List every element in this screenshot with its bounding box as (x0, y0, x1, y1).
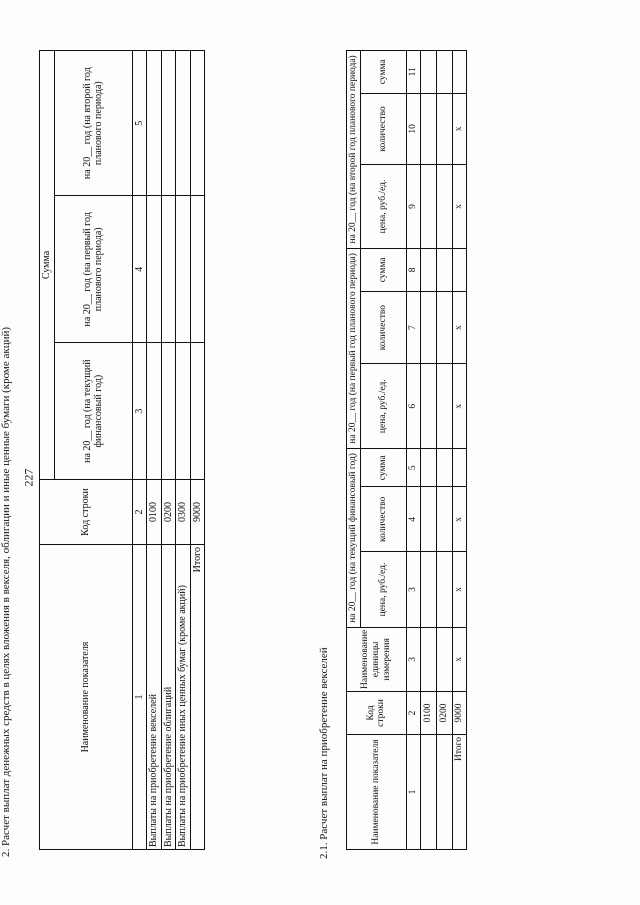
header-price: цена, руб./ед. (360, 552, 406, 628)
col-number: 3 (406, 552, 420, 628)
header-year-1: на 20__ год (на текущий финансовый год) (347, 448, 361, 627)
col-number: 1 (132, 545, 147, 850)
row-code: 0100 (147, 480, 162, 545)
header-year-1: на 20__ год (на текущий финансовый год) (54, 343, 132, 480)
header-sum: сумма (360, 248, 406, 291)
cross-mark: х (452, 487, 466, 552)
col-number: 7 (406, 291, 420, 364)
col-number: 5 (406, 448, 420, 486)
header-qty: количество (360, 487, 406, 552)
cross-mark: х (452, 627, 466, 691)
header-year-2: на 20__ год (на первый год планового периода) (54, 196, 132, 343)
col-number: 9 (406, 165, 420, 249)
total-code: 9000 (190, 480, 205, 545)
header-year-3: на 20__ год (на второй год планового периода) (347, 51, 361, 249)
cross-mark: х (452, 93, 466, 165)
header-sum: сумма (360, 51, 406, 94)
header-price: цена, руб./ед. (360, 364, 406, 449)
table-row (436, 51, 452, 850)
row-code: 0300 (176, 480, 191, 545)
cross-mark: х (452, 364, 466, 449)
header-qty: количество (360, 291, 406, 364)
col-number: 2 (132, 480, 147, 545)
col-number: 6 (406, 364, 420, 449)
header-name: Наименование показателя (347, 735, 407, 850)
col-number: 8 (406, 248, 420, 291)
table-row (176, 51, 191, 850)
row-code: 0100 (420, 692, 436, 735)
header-qty: количество (360, 93, 406, 165)
col-number: 3 (406, 627, 420, 691)
col-number: 5 (132, 51, 147, 196)
header-sum: сумма (360, 448, 406, 486)
col-number: 1 (406, 735, 420, 850)
header-unit: Наименование единицы измерения (347, 627, 407, 691)
section-2-title: 2. Расчет выплат денежных средств в целях вложения в векселя, облигации и иные ценные бумаги (кроме акций) (0, 326, 12, 857)
header-code: Код строки (40, 480, 133, 545)
page-number: 227 (21, 468, 36, 487)
cross-mark: х (452, 165, 466, 249)
col-number: 4 (132, 196, 147, 343)
header-code: Код строки (347, 692, 407, 735)
section-2-table (39, 50, 205, 850)
cross-mark: х (452, 291, 466, 364)
section-2-1-title: 2.1. Расчет выплат на приобретение векселей (318, 647, 330, 859)
total-code: 9000 (452, 692, 466, 735)
table-row (147, 51, 162, 850)
total-label: Итого (190, 545, 205, 850)
row-code: 0200 (436, 692, 452, 735)
col-number: 4 (406, 487, 420, 552)
cross-mark: х (452, 552, 466, 628)
header-name: Наименование показателя (40, 545, 133, 850)
col-number: 10 (406, 93, 420, 165)
col-number: 2 (406, 692, 420, 735)
table-row (161, 51, 176, 850)
section-2-1-table (346, 50, 467, 850)
table-row (420, 51, 436, 850)
row-name: Выплаты на приобретение иных ценных бумаг (кроме акций) (176, 545, 191, 850)
row-code: 0200 (161, 480, 176, 545)
table-row-total (452, 51, 466, 850)
header-sum: Сумма (40, 51, 55, 480)
header-year-3: на 20__ год (на второй год планового периода) (54, 51, 132, 196)
rotated-content (0, 37, 640, 867)
row-name: Выплаты на приобретение векселей (147, 545, 162, 850)
table-row-total (190, 51, 205, 850)
col-number: 3 (132, 343, 147, 480)
col-number: 11 (406, 51, 420, 94)
row-name: Выплаты на приобретение облигаций (161, 545, 176, 850)
header-price: цена, руб./ед. (360, 165, 406, 249)
total-label: Итого (452, 735, 466, 850)
header-year-2: на 20__ год (на первый год планового периода) (347, 248, 361, 448)
